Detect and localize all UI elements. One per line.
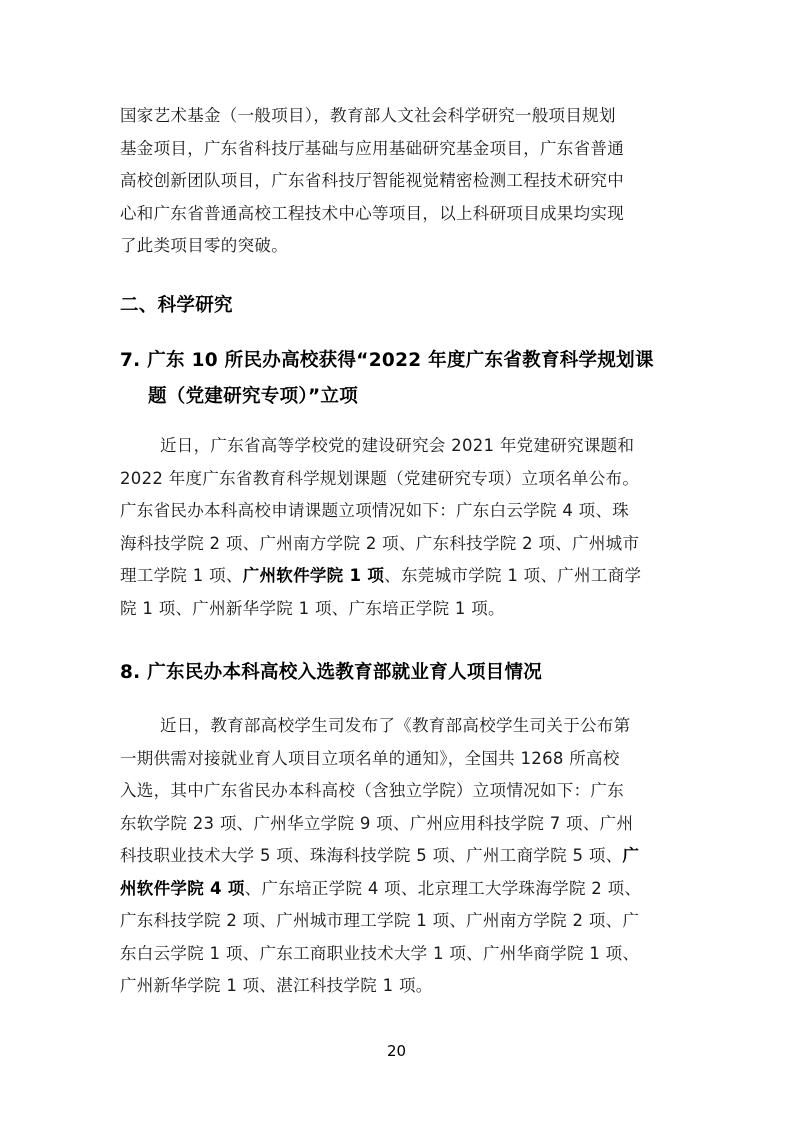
text-line: 心和广东省普通高校工程技术中心等项目，以上科研项目成果均实现 [120, 203, 624, 223]
highlight-school: 广州软件学院 1 项 [242, 566, 385, 585]
item8-paragraph [120, 710, 680, 1003]
text-line: 广州新华学院 1 项、湛江科技学院 1 项。 [120, 976, 433, 995]
text-segment: 理工学院 1 项、 [120, 566, 243, 585]
text-line: 一期供需对接就业育人项目立项名单的通知》，全国共 1268 所高校 [120, 748, 620, 768]
text-line: 近日，教育部高校学生司发布了《教育部高校学生司关于公布第 [160, 716, 631, 735]
text-line: 了此类项目零的突破。 [120, 236, 288, 255]
text-line [120, 560, 680, 593]
page-number: 20 [386, 1042, 407, 1060]
item7-paragraph [120, 430, 680, 625]
item8-title [120, 655, 542, 691]
text-line: 2022 年度广东省教育科学规划课题（党建研究专项）立项名单公布。 [120, 468, 640, 488]
text-segment: 科技职业技术大学 5 项、珠海科技学院 5 项、广州工商学院 5 项、 [120, 846, 623, 865]
item7-title-line2: 题（党建研究专项）”立项 [148, 386, 359, 407]
item7-title-line1: 7. 广东 10 所民办高校获得“2022 年度广东省教育科学规划课 [120, 350, 654, 371]
text-line: 东白云学院 1 项、广东工商职业技术大学 1 项、广州华商学院 1 项、 [120, 943, 640, 963]
text-segment: 、东莞城市学院 1 项、广州工商学 [384, 566, 642, 585]
text-line: 广东省民办本科高校申请课题立项情况如下：广东白云学院 4 项、珠 [120, 501, 630, 520]
text-line: 近日，广东省高等学校党的建设研究会 2021 年党建研究课题和 [160, 436, 635, 455]
section-heading [120, 288, 233, 324]
text-line: 海科技学院 2 项、广州南方学院 2 项、广东科技学院 2 项、广州城市 [120, 533, 640, 553]
highlight-school: 广 [622, 846, 640, 865]
text-line: 基金项目，广东省科技厅基础与应用基础研究基金项目，广东省普通 [120, 138, 624, 158]
intro-paragraph [120, 100, 680, 263]
text-line [120, 873, 680, 906]
section-heading-text: 二、科学研究 [120, 295, 233, 316]
text-line: 东软学院 23 项、广州华立学院 9 项、广州应用科技学院 7 项、广州 [120, 813, 634, 833]
item7-title [120, 343, 654, 415]
text-line: 入选，其中广东省民办本科高校（含独立学院）立项情况如下：广东 [120, 781, 624, 800]
text-line: 国家艺术基金（一般项目），教育部人文社会科学研究一般项目规划 [120, 106, 616, 125]
text-segment: 、广东培正学院 4 项、北京理工大学珠海学院 2 项、 [244, 878, 642, 898]
item8-title-text: 8. 广东民办本科高校入选教育部就业育人项目情况 [120, 662, 543, 683]
text-line: 广东科技学院 2 项、广州城市理工学院 1 项、广州南方学院 2 项、广 [120, 911, 640, 930]
text-line [120, 840, 680, 873]
text-line: 院 1 项、广州新华学院 1 项、广东培正学院 1 项。 [120, 598, 505, 618]
highlight-school: 州软件学院 4 项 [120, 878, 245, 898]
text-line: 高校创新团队项目，广东省科技厅智能视觉精密检测工程技术研究中 [120, 171, 624, 190]
